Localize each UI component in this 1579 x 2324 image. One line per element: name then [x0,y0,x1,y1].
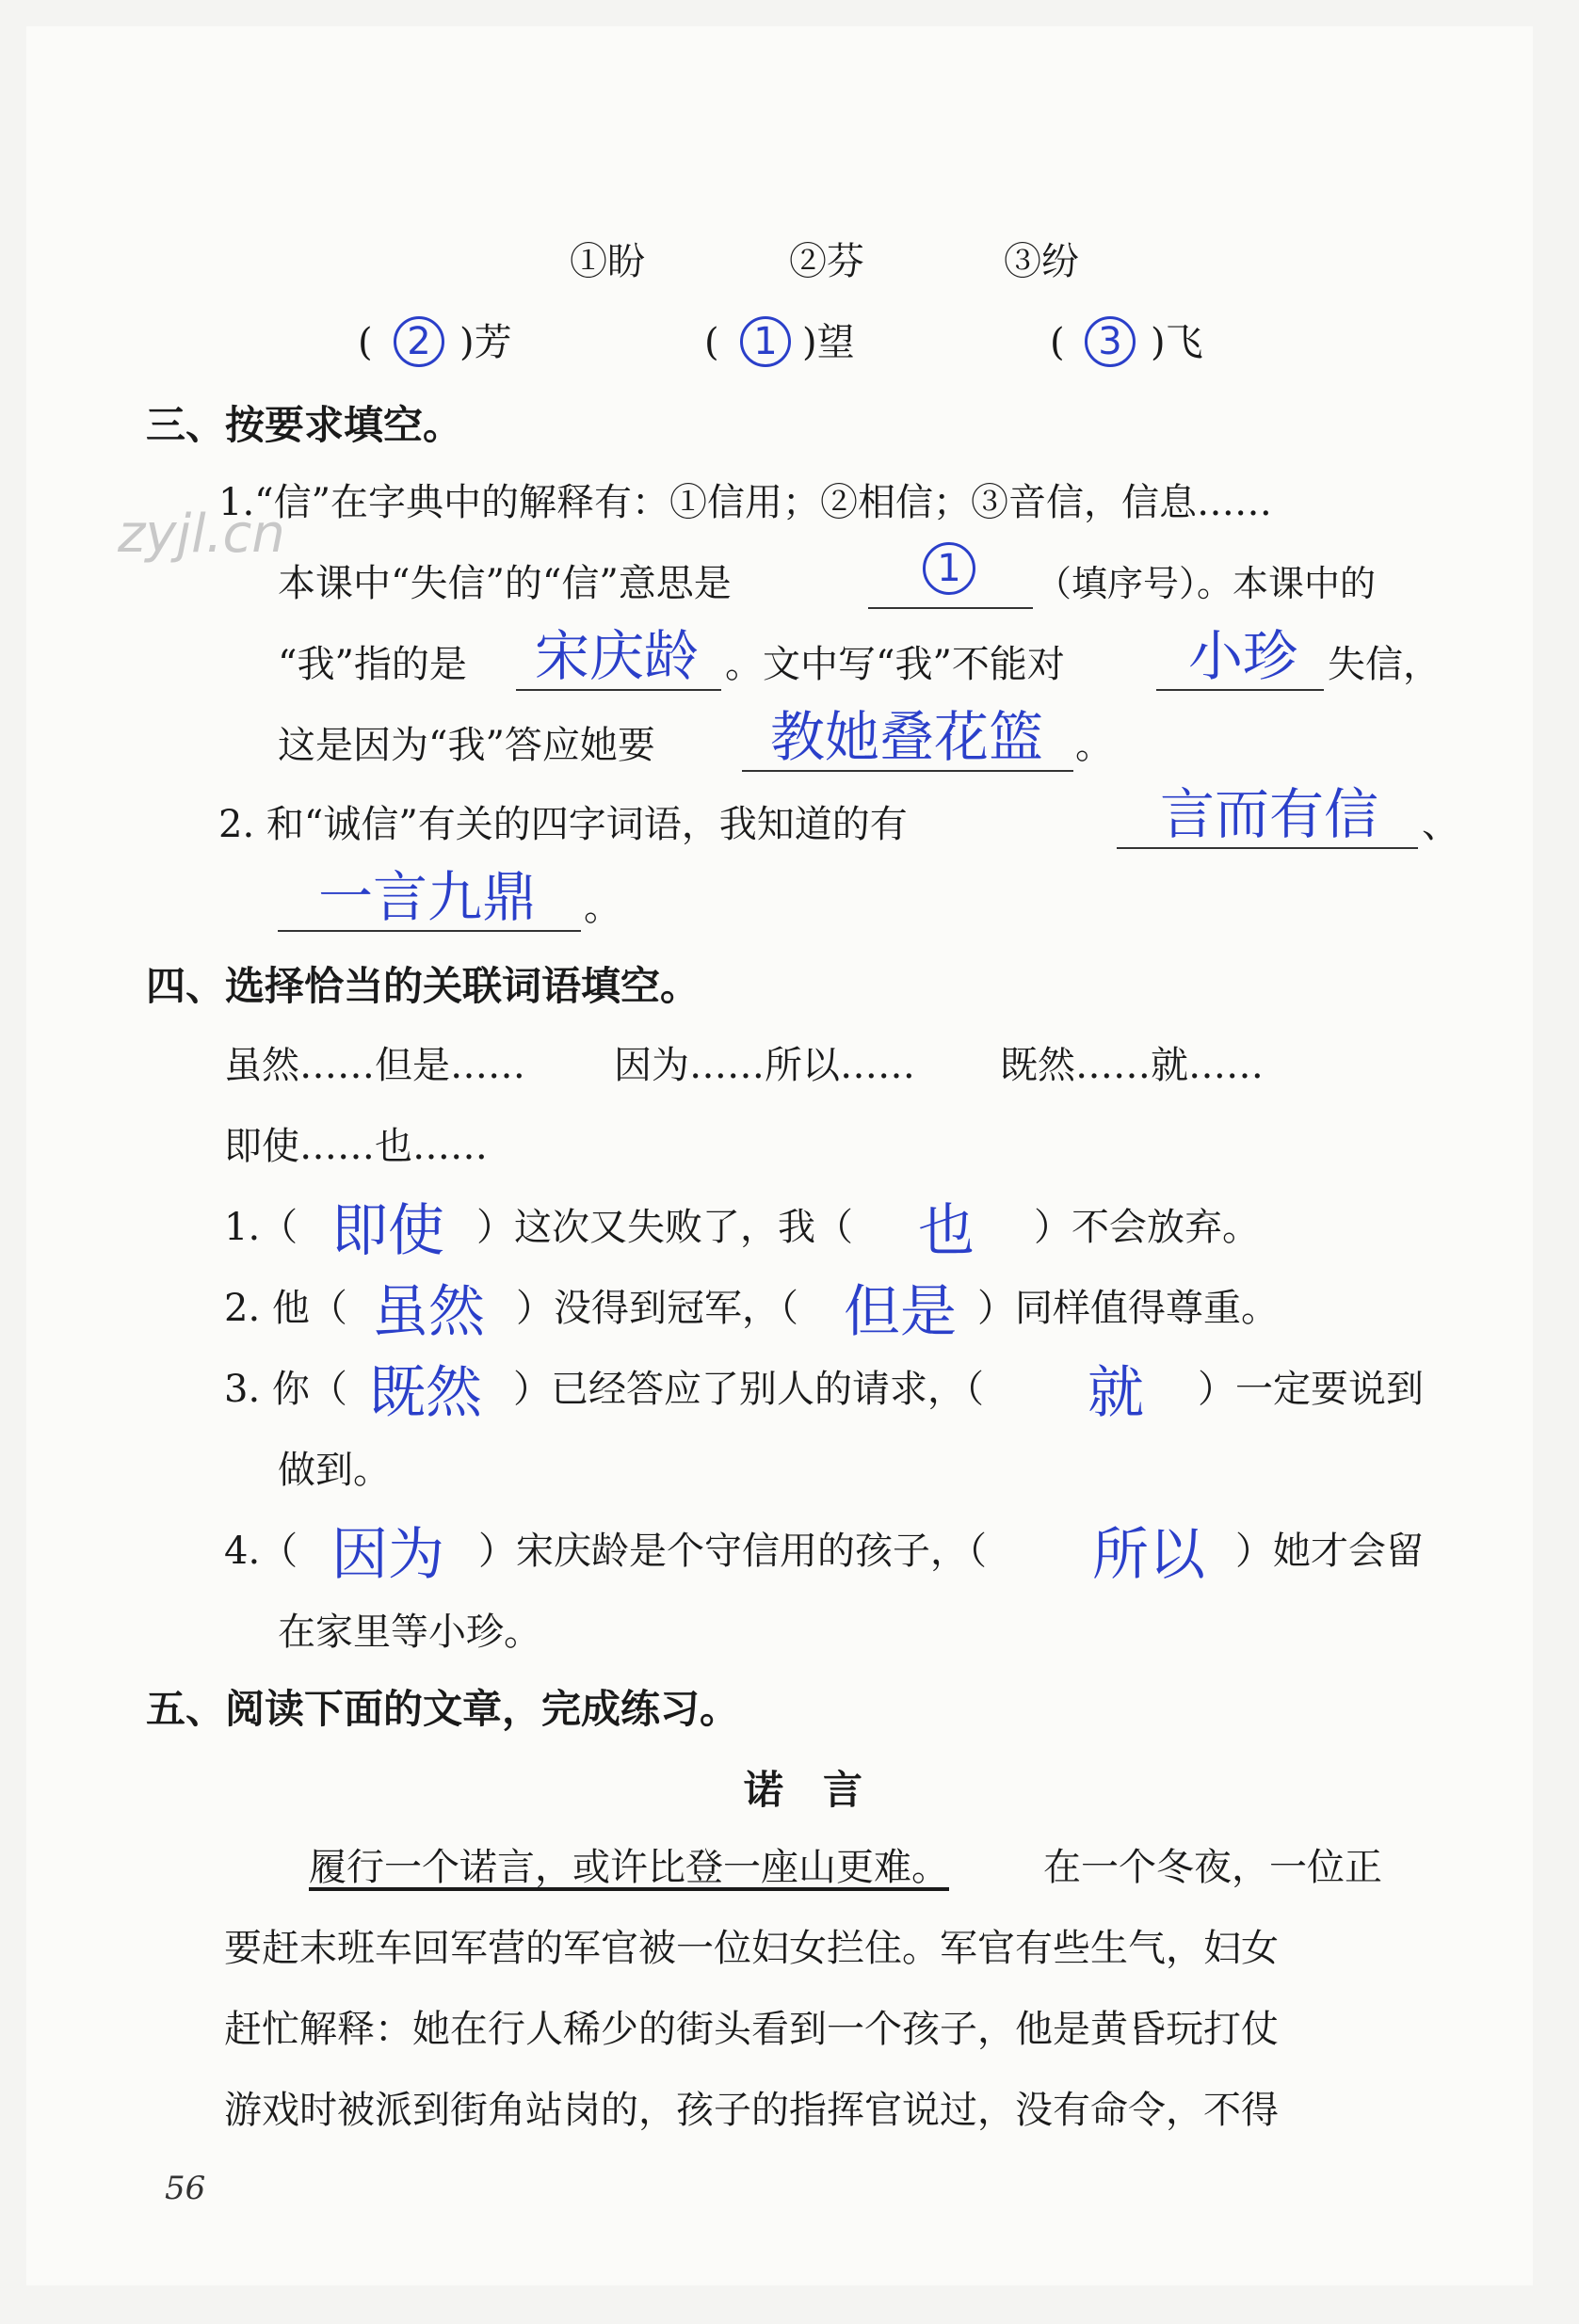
watermark: zyjl.cn [118,504,285,565]
item3-mid: ）已经答应了别人的请求，（ [513,1368,984,1411]
article-title: 诺 言 [744,1767,863,1813]
option-2: ②芬 [789,240,864,283]
section-4-title: 四、选择恰当的关联词语填空。 [146,963,701,1009]
item1-answer1: 即使 [331,1198,444,1264]
article-line-2: 要赶末班车回军营的军官被一位妇女拦住。军官有些生气，妇女 [224,1927,1279,1970]
item4-num: 4.（ [224,1530,298,1573]
item2-answer2: 但是 [844,1279,957,1345]
item2-mid: ）没得到冠军，（ [516,1287,798,1330]
item4-mid: ）宋庆龄是个守信用的孩子，（ [478,1530,987,1573]
option-3: ③纷 [1004,240,1079,283]
answer-circle-2: 1 [740,316,791,367]
item2-answer1: 虽然 [372,1279,485,1345]
q1-line3a: “我”指的是 [278,643,467,686]
word-wang: )望 [802,321,855,364]
item3-num: 3. 你（ [224,1368,347,1411]
item3-cont: 做到。 [278,1449,391,1492]
section-5-title: 五、阅读下面的文章，完成练习。 [146,1686,740,1732]
conj-option-3: 既然……就…… [1000,1044,1264,1087]
answer-circle-q1: 1 [923,542,975,595]
item2-num: 2. 他（ [224,1287,347,1330]
q1-line2b: （填序号）。本课中的 [1036,563,1377,604]
q1-line3b: 。文中写“我”不能对 [725,643,1065,686]
answer-song-qingling: 宋庆龄 [535,624,700,688]
answer-yan-er-you-xin: 言而有信 [1160,782,1379,846]
answer-circle-1: 2 [394,316,444,367]
q2-line1: 2. 和“诚信”有关的四字词语，我知道的有 [218,803,908,846]
option-1: ①盼 [570,240,645,283]
item3-answer2: 就 [1088,1360,1144,1426]
word-fei: )飞 [1151,321,1203,364]
answer-fold-basket: 教她叠花篮 [770,705,1044,769]
article-line-3: 赶忙解释：她在行人稀少的街头看到一个孩子，他是黄昏玩打仗 [224,2008,1279,2051]
item4-end: ）她才会留 [1235,1530,1424,1573]
q1-line4a: 这是因为“我”答应她要 [278,724,655,767]
paren-left-2: ( [704,321,719,364]
item4-answer2: 所以 [1092,1522,1205,1588]
conj-option-1: 虽然……但是…… [224,1044,525,1087]
item1-end: ）不会放弃。 [1034,1206,1260,1249]
item3-answer1: 既然 [369,1360,482,1426]
answer-xiaozhen: 小珍 [1188,624,1298,688]
paren-left-3: ( [1050,321,1065,364]
q1-line3c: 失信， [1328,643,1441,686]
word-fang: )芳 [459,321,512,364]
q1-line1: 1.“信”在字典中的解释有：①信用；②相信；③音信，信息…… [218,481,1273,524]
q2-end: 。 [584,886,621,929]
item3-end: ）一定要说到 [1198,1368,1424,1411]
item1-answer2: 也 [918,1198,975,1264]
item2-end: ）同样值得尊重。 [977,1287,1279,1330]
article-underlined-sentence: 履行一个诺言，或许比登一座山更难。 [309,1846,949,1889]
q2-sep: 、 [1422,803,1459,846]
item1-num: 1.（ [224,1206,298,1249]
article-line-4: 游戏时被派到街角站岗的，孩子的指挥官说过，没有命令，不得 [224,2089,1279,2132]
page-number: 56 [165,2170,206,2207]
item1-mid: ）这次又失败了，我（ [476,1206,853,1249]
item4-answer1: 因为 [331,1522,444,1588]
conj-option-2: 因为……所以…… [614,1044,915,1087]
paren-left-1: ( [358,321,373,364]
section-3-title: 三、按要求填空。 [146,402,463,448]
q1-line2a: 本课中“失信”的“信”意思是 [278,562,732,605]
blank-1 [868,607,1033,609]
conj-option-4: 即使……也…… [224,1125,488,1168]
answer-circle-3: 3 [1085,316,1136,367]
q1-line4b: 。 [1075,724,1113,767]
article-line-1-rest: 在一个冬夜，一位正 [1043,1846,1382,1889]
item4-cont: 在家里等小珍。 [278,1611,541,1654]
answer-yi-yan-jiu-ding: 一言九鼎 [318,865,538,929]
